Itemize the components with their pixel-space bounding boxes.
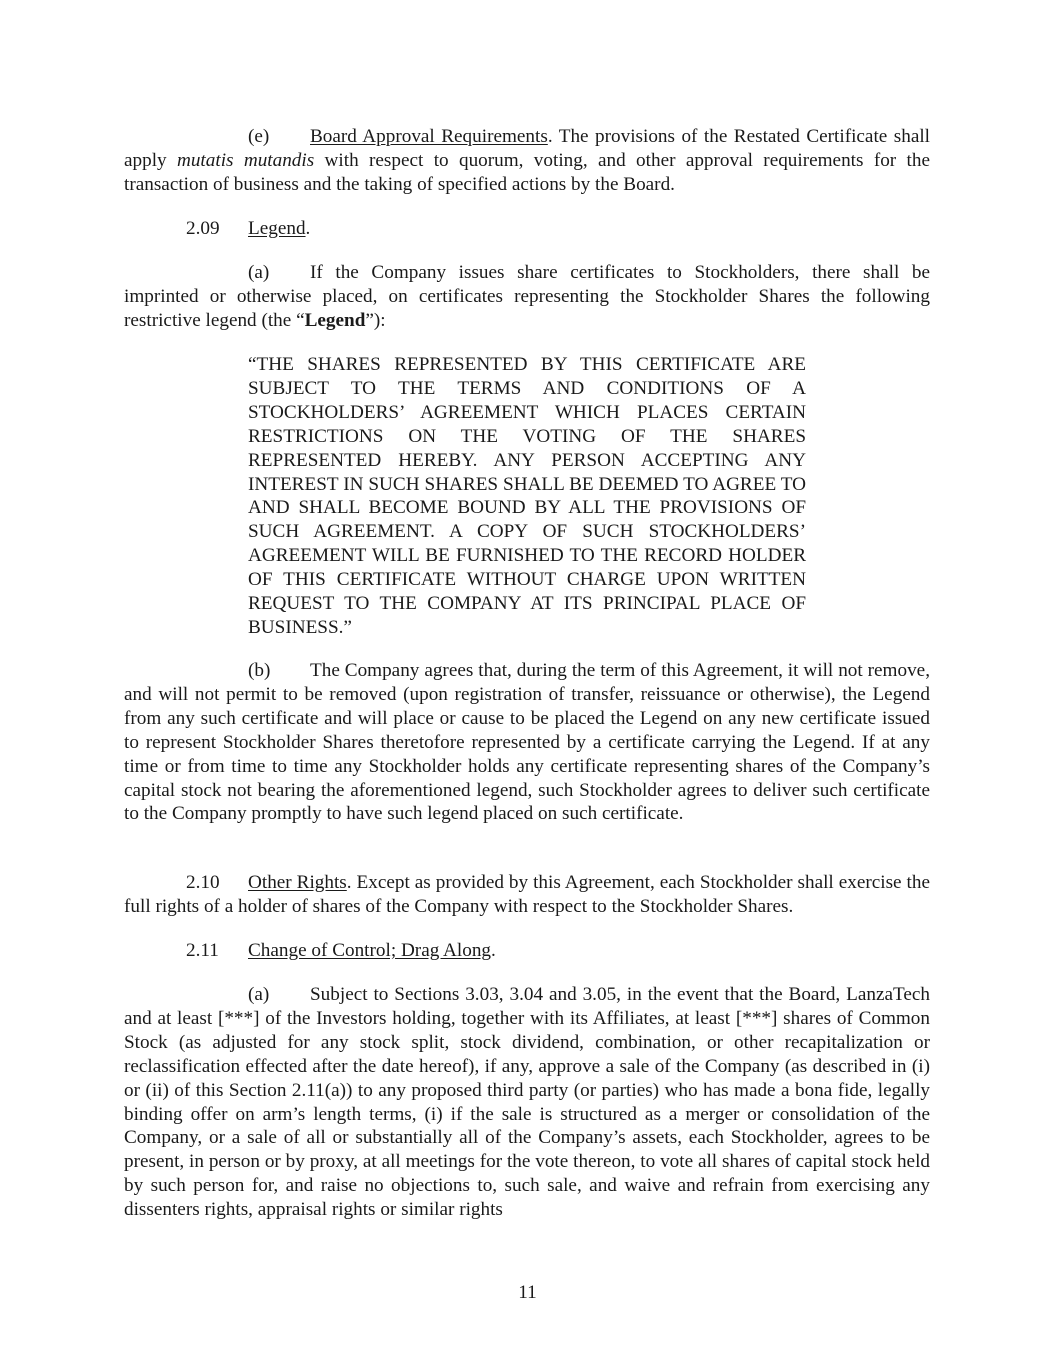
- page-number: 11: [518, 1282, 537, 1303]
- section-number: 2.11: [186, 940, 219, 961]
- paragraph-legend-a: (a) If the Company issues share certificates to Stockholders, there shall be imprinted or otherwise placed, on certificates representing the Stockholder Shares the following restrictive legend (the “Legend”):: [124, 262, 930, 331]
- paragraph-other-rights: 2.10 Other Rights. Except as provided by this Agreement, each Stockholder shall exercise the full rights of a holder of shares of the Company with respect to the Stockholder Shares.: [124, 872, 930, 917]
- restrictive-legend-text: “THE SHARES REPRESENTED BY THIS CERTIFICATE ARE SUBJECT TO THE TERMS AND CONDITIONS OF A STOCKHOLDERS’ AGREEMENT WHICH PLACES CERTAIN RESTRICTIONS ON THE VOTING OF THE SHARES REPRESENTED HEREBY. ANY PERSON ACCEPTING ANY INTEREST IN SUCH SHARES SHALL BE DEEMED TO AGREE TO AND SHALL BECOME BOUND BY ALL THE PROVISIONS OF SUCH AGREEMENT. A COPY OF SUCH STOCKHOLDERS’ AGREEMENT WILL BE FURNISHED TO THE RECORD HOLDER OF THIS CERTIFICATE WITHOUT CHARGE UPON WRITTEN REQUEST TO THE COMPANY AT ITS PRINCIPAL PLACE OF BUSINESS.”: [248, 354, 806, 638]
- item-label: (b): [248, 660, 271, 681]
- heading-change-of-control: Change of Control; Drag Along: [248, 940, 492, 961]
- heading-other-rights: Other Rights: [248, 872, 347, 893]
- heading-legend: Legend: [248, 218, 306, 239]
- latin-phrase: mutatis mutandis: [176, 149, 315, 171]
- defined-term-legend: Legend: [304, 309, 366, 331]
- section-heading-2-11: 2.11 Change of Control; Drag Along.: [186, 940, 496, 961]
- paragraph-board-approval: (e) Board Approval Requirements. The provisions of the Restated Certificate shall apply mutatis mutandis with respect to quorum, voting, and other approval requirements for the transaction of business and the taking of specified actions by the Board.: [124, 126, 931, 195]
- item-label: (e): [248, 126, 270, 147]
- section-number: 2.10: [186, 872, 220, 893]
- heading-board-approval: Board Approval Requirements: [310, 126, 548, 147]
- paragraph-drag-along-a: (a) Subject to Sections 3.03, 3.04 and 3.05, in the event that the Board, LanzaTech and at least [***] of the Investors holding, together with its Affiliates, at least [***] shares of Common Stock (as adjusted for any stock split, stock dividend, combination, or other recapitalization or reclassification effected after the date hereof), if any, approve a sale of the Company (as described in (i) or (ii) of this Section 2.11(a)) to any proposed third party (or parties) who has made a bona fide, legally binding offer on arm’s length terms, (i) if the sale is structured as a merger or consolidation of the Company, or a sale of all or substantially all of the Company’s assets, each Stockholder, agrees to be present, in person or by proxy, at all meetings for the vote thereon, to vote all shares of capital stock held by such person for, and raise no objections to, such sale, and waive and refrain from exercising any dissenters rights, appraisal rights or similar rights: [124, 984, 930, 1221]
- section-heading-2-09: 2.09 Legend.: [186, 218, 311, 239]
- paragraph-legend-b: (b) The Company agrees that, during the term of this Agreement, it will not remove, and will not permit to be removed (upon registration of transfer, reissuance or otherwise), the Legend from any such certificate and will place or cause to be placed the Legend on any new certificate issued to represent Stockholder Shares theretofore represented by a certificate carrying the Legend. If at any time or from time to time any Stockholder holds any certificate representing shares of the Company’s capital stock not bearing the aforementioned legend, such Stockholder agrees to deliver such certificate to the Company promptly to have such legend placed on such certificate.: [124, 660, 930, 825]
- item-label: (a): [248, 262, 270, 283]
- item-label: (a): [248, 984, 270, 1005]
- section-number: 2.09: [186, 218, 220, 239]
